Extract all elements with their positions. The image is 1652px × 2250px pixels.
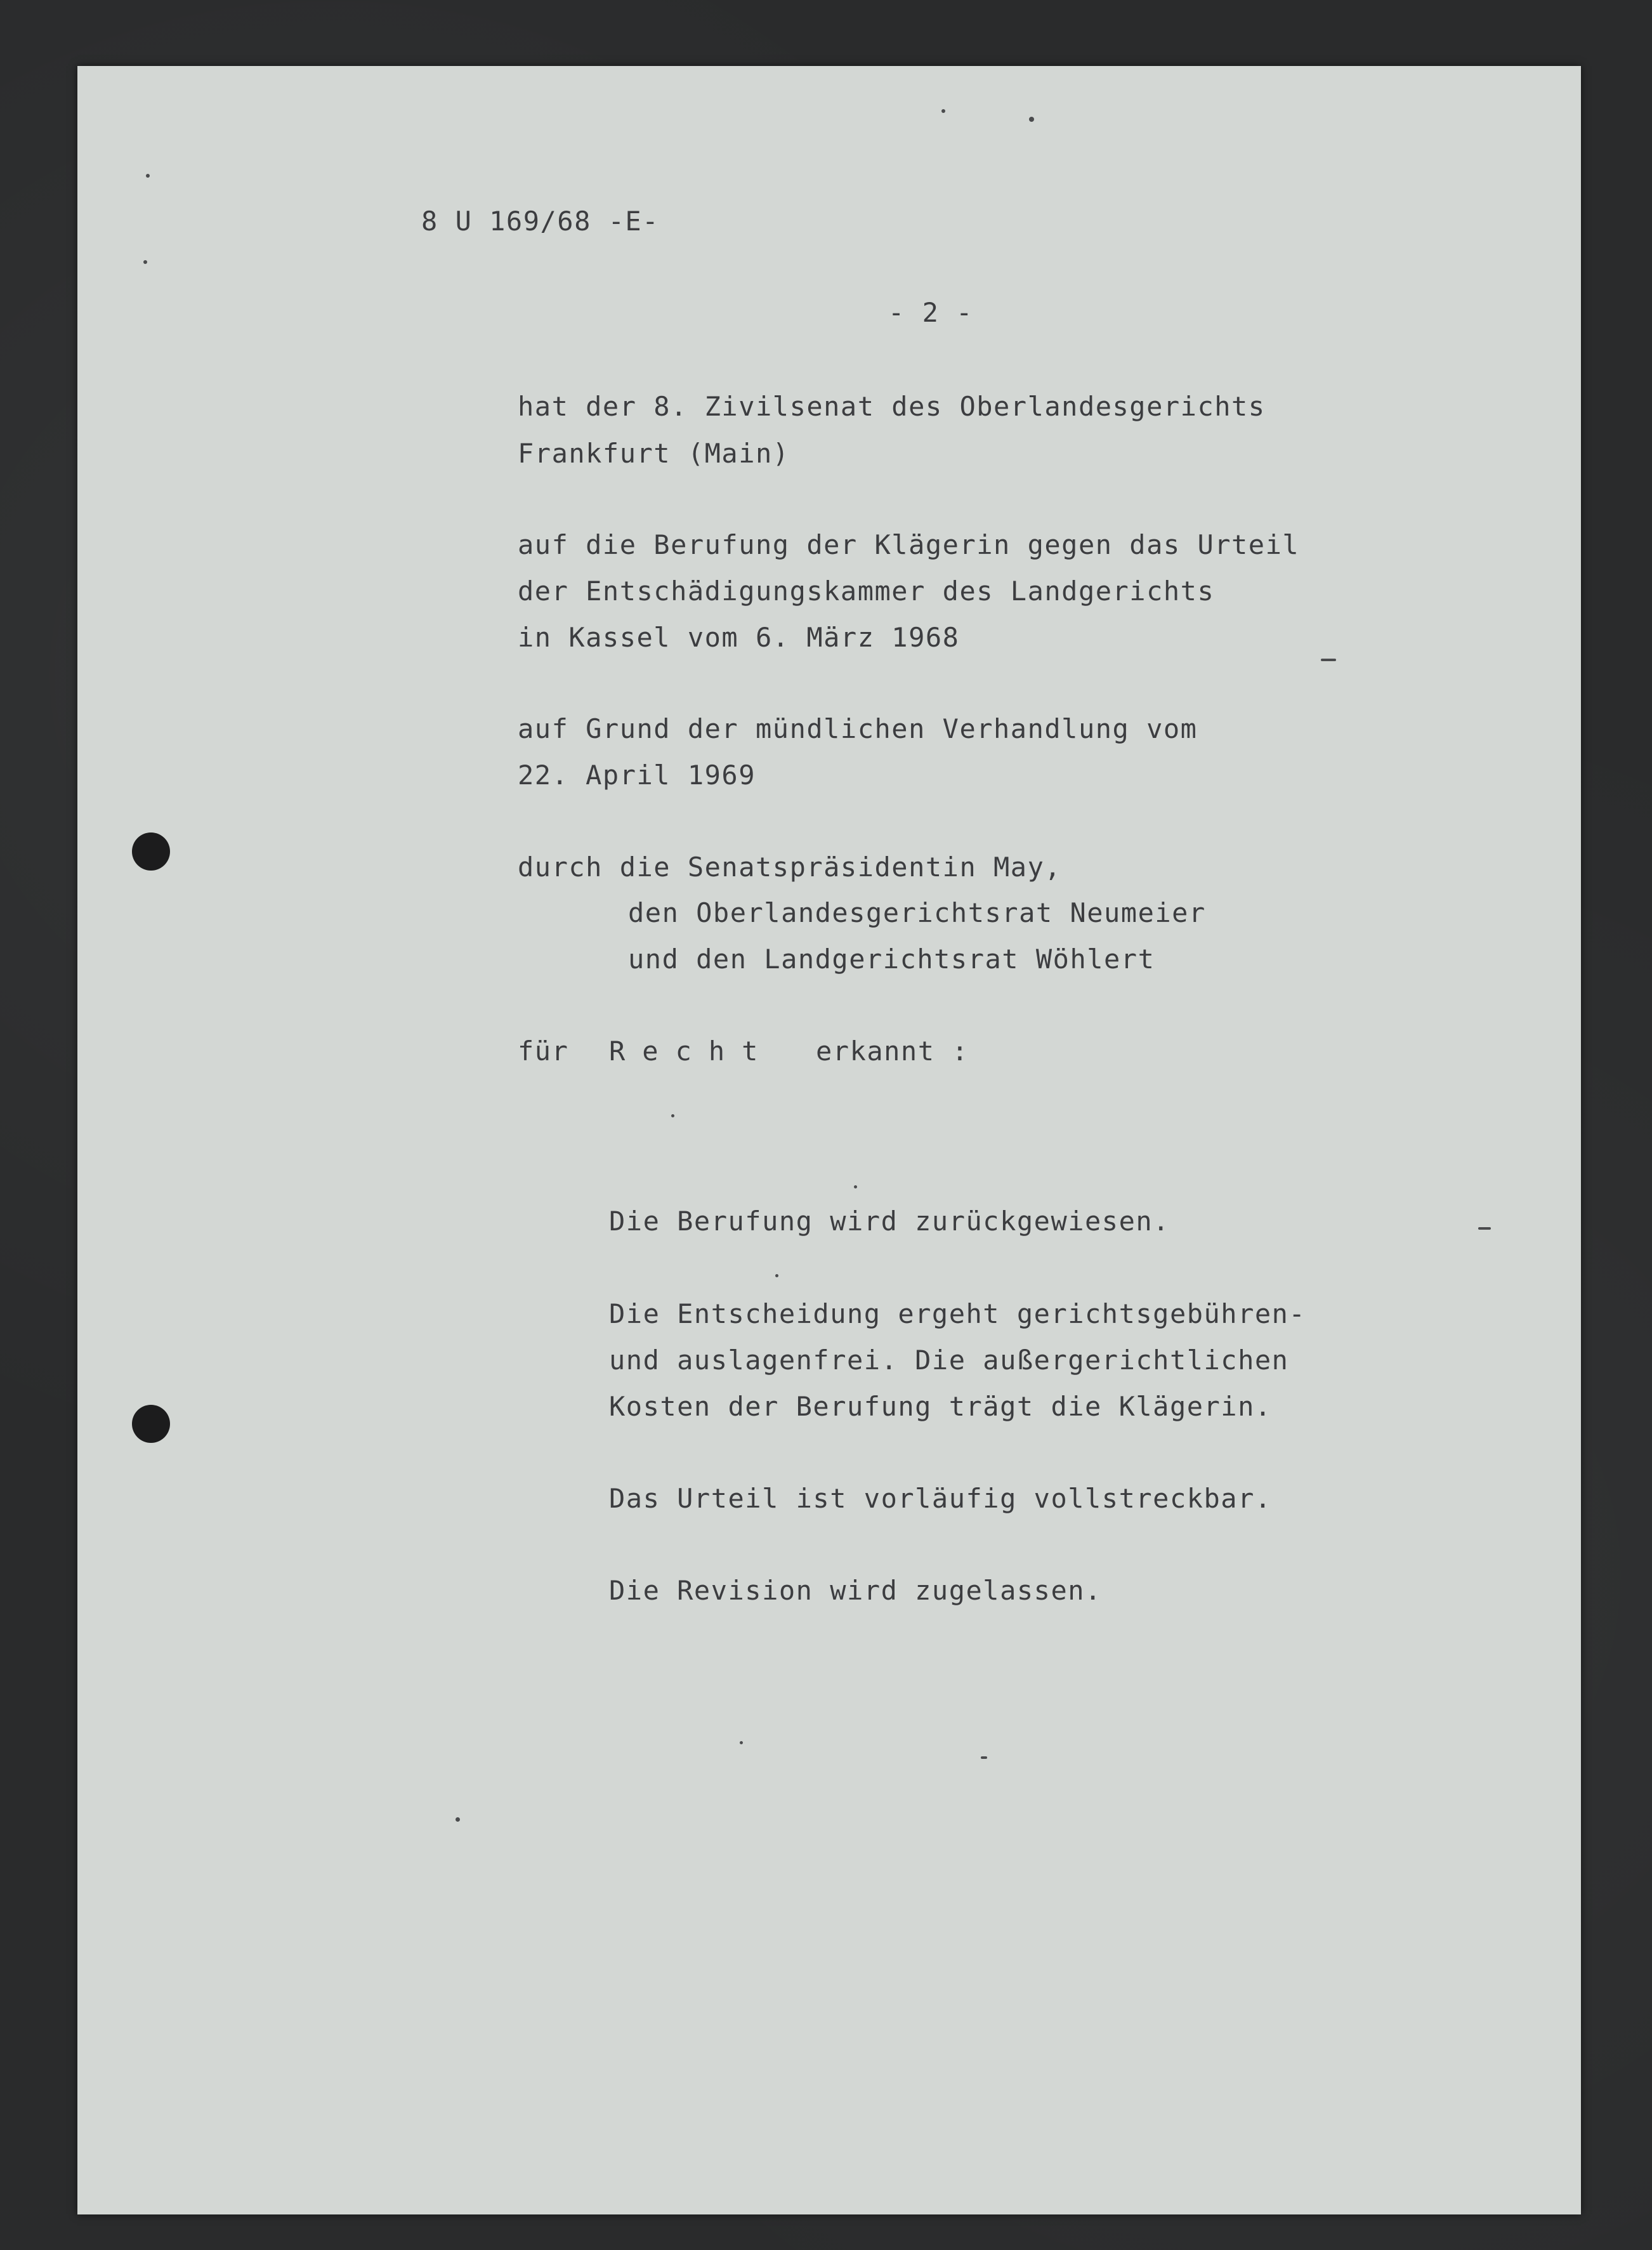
ruling-costs-line-1: Die Entscheidung ergeht gerichtsgebühren- [609, 1298, 1306, 1329]
paper-speck [854, 1185, 857, 1188]
punch-hole-lower [132, 1405, 170, 1443]
paper-speck [1321, 659, 1336, 661]
judges-line-2: den Oberlandesgerichtsrat Neumeier [628, 897, 1206, 928]
judges-line-3: und den Landgerichtsrat Wöhlert [628, 944, 1155, 975]
judgment-intro-suffix: erkannt : [816, 1036, 969, 1067]
paper-speck [740, 1741, 743, 1744]
paper-speck [1478, 1227, 1491, 1230]
appeal-line-1: auf die Berufung der Klägerin gegen das Urteil [518, 529, 1300, 560]
judgment-intro-recht: Recht [609, 1036, 775, 1067]
document-page [77, 66, 1581, 2214]
file-reference: 8 U 169/68 -E- [421, 206, 660, 237]
punch-hole-upper [132, 832, 170, 871]
paper-speck [146, 174, 150, 178]
paper-speck [456, 1817, 460, 1822]
paper-speck [143, 260, 147, 264]
hearing-line-2: 22. April 1969 [518, 760, 756, 791]
ruling-costs-line-2: und auslagenfrei. Die außergerichtlichen [609, 1345, 1289, 1376]
paper-speck [671, 1114, 674, 1117]
judges-line-1: durch die Senatspräsidentin May, [518, 852, 1062, 883]
ruling-costs-line-3: Kosten der Berufung trägt die Klägerin. [609, 1391, 1272, 1422]
judgment-intro-prefix: für [518, 1036, 569, 1067]
ruling-revision: Die Revision wird zugelassen. [609, 1575, 1102, 1606]
page-number: - 2 - [888, 297, 973, 328]
appeal-line-3: in Kassel vom 6. März 1968 [518, 622, 960, 653]
court-line-2: Frankfurt (Main) [518, 438, 790, 469]
ruling-enforceable: Das Urteil ist vorläufig vollstreckbar. [609, 1483, 1272, 1514]
court-line-1: hat der 8. Zivilsenat des Oberlandesgerichts [518, 391, 1266, 422]
ruling-appeal-dismissed: Die Berufung wird zurückgewiesen. [609, 1206, 1170, 1237]
paper-speck [981, 1756, 987, 1759]
paper-speck [775, 1274, 778, 1277]
paper-speck [1029, 117, 1034, 122]
paper-speck [941, 109, 945, 113]
appeal-line-2: der Entschädigungskammer des Landgerichts [518, 576, 1215, 607]
hearing-line-1: auf Grund der mündlichen Verhandlung vom [518, 713, 1198, 744]
